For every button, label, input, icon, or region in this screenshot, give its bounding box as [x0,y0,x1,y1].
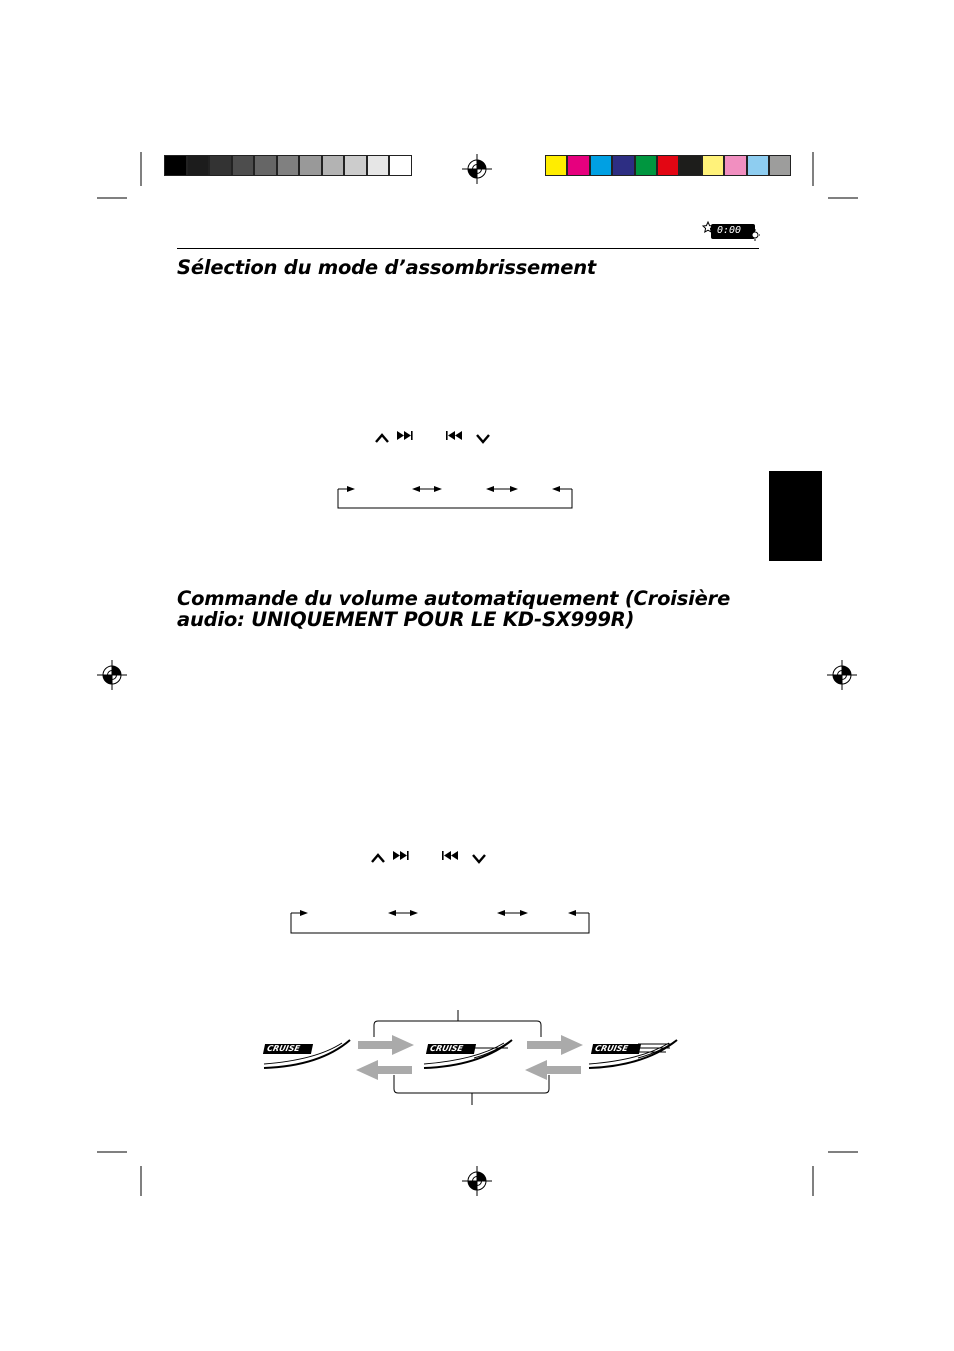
arrow-left-2 [525,1060,581,1080]
prev-track-icon [442,851,458,860]
cruise-gray-arrows [356,1035,583,1080]
cruise-state-1-label: CRUISE [263,1044,313,1054]
cycle-diagram-2 [291,913,589,933]
section1-title: Sélection du mode d’assombrissement [177,256,597,279]
section2-title-line2: audio: UNIQUEMENT POUR LE KD-SX999R) [177,608,635,631]
next-track-icon [393,851,409,860]
cruise-state-3-label: CRUISE [591,1044,641,1054]
cycle-diagram-2-arrowheads [300,910,576,916]
up-icon [372,855,384,862]
arrow-right-2 [527,1035,583,1055]
cruise-state-2-label: CRUISE [426,1044,476,1054]
clock-display: 0:00 [717,225,742,236]
cruise-diagram-brackets [374,1010,549,1105]
arrow-left-1 [356,1060,412,1080]
down-icon [473,855,485,862]
section2-title-line1: Commande du volume automatiquement (Croisière [177,587,731,610]
arrow-right-1 [358,1035,414,1055]
